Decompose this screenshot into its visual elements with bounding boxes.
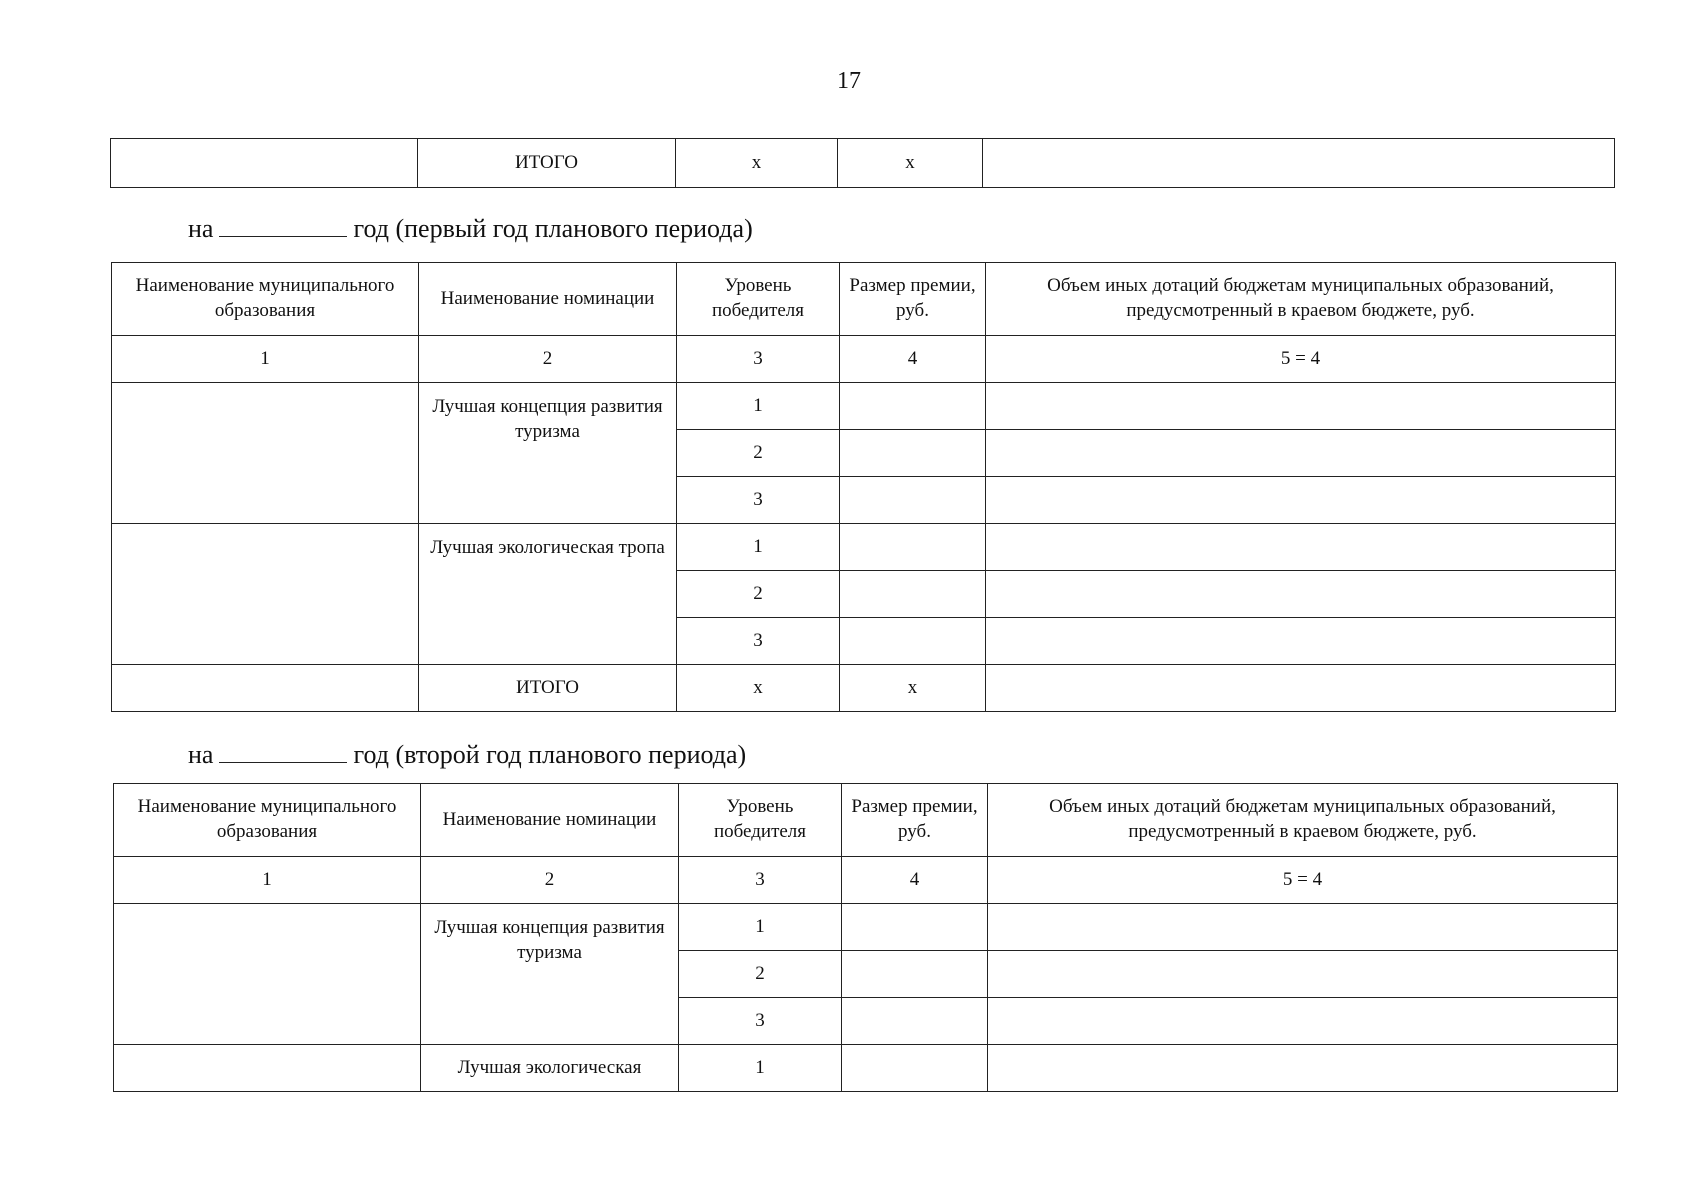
table-cell: 1 — [677, 383, 840, 430]
table-cell: 4 — [840, 336, 986, 383]
first-planning-year-table — [111, 262, 1616, 712]
table-cell — [986, 571, 1616, 618]
second-planning-year-table — [113, 783, 1618, 1092]
table-cell: 1 — [112, 336, 419, 383]
continued-table-total — [110, 138, 1615, 188]
table-cell — [112, 524, 419, 665]
table-cell — [986, 477, 1616, 524]
table-cell — [840, 383, 986, 430]
section-heading-second-year — [188, 740, 746, 770]
table-cell — [112, 383, 419, 524]
heading-prefix: на — [188, 214, 214, 243]
table-cell — [988, 904, 1618, 951]
table-cell: х — [838, 139, 983, 188]
table-cell: 5 = 4 — [986, 336, 1616, 383]
table-cell — [842, 904, 988, 951]
year-blank-line — [219, 214, 347, 237]
table-cell — [988, 1045, 1618, 1092]
year-blank-line — [219, 740, 347, 763]
section-heading-first-year — [188, 214, 753, 244]
table-cell: 3 — [679, 998, 842, 1045]
nomination-cell: Лучшая экологическая тропа — [419, 524, 677, 665]
table-cell: 3 — [677, 477, 840, 524]
table-cell — [986, 665, 1616, 712]
table-row — [114, 1045, 1618, 1092]
heading-suffix: год (первый год планового периода) — [353, 214, 753, 243]
table-header-row — [112, 263, 1616, 336]
header-winner-level: Уровень победителя — [677, 263, 840, 336]
table-cell: 2 — [419, 336, 677, 383]
table-cell — [842, 1045, 988, 1092]
table-cell — [840, 524, 986, 571]
table-cell — [842, 998, 988, 1045]
table-cell: х — [677, 665, 840, 712]
table-cell: 2 — [677, 571, 840, 618]
page-number: 17 — [837, 68, 861, 94]
nomination-cell: Лучшая концепция развития туризма — [421, 904, 679, 1045]
header-subsidy-volume: Объем иных дотаций бюджетам муниципальных образований, предусмотренный в краевом бюджете, руб. — [986, 263, 1616, 336]
table-header-row — [114, 784, 1618, 857]
table-row — [114, 904, 1618, 951]
table-cell — [114, 1045, 421, 1092]
table-cell: х — [676, 139, 838, 188]
table-cell: 2 — [421, 857, 679, 904]
table-cell — [986, 524, 1616, 571]
heading-suffix: год (второй год планового периода) — [353, 740, 747, 769]
table-cell — [112, 665, 419, 712]
heading-prefix: на — [188, 740, 214, 769]
column-numbers-row — [114, 857, 1618, 904]
table-cell: 1 — [677, 524, 840, 571]
nomination-cell: Лучшая концепция развития туризма — [419, 383, 677, 524]
table-cell — [840, 618, 986, 665]
header-subsidy-volume: Объем иных дотаций бюджетам муниципальных образований, предусмотренный в краевом бюджете, руб. — [988, 784, 1618, 857]
header-municipality: Наименование муниципального образования — [114, 784, 421, 857]
table-row — [112, 383, 1616, 430]
table-cell: 5 = 4 — [988, 857, 1618, 904]
table-cell — [840, 571, 986, 618]
table-cell — [986, 618, 1616, 665]
table-cell: 2 — [679, 951, 842, 998]
column-numbers-row — [112, 336, 1616, 383]
table-cell — [111, 139, 418, 188]
table-cell: х — [840, 665, 986, 712]
table-cell: 3 — [677, 618, 840, 665]
table-cell — [986, 430, 1616, 477]
table-cell: 1 — [679, 1045, 842, 1092]
table-row — [111, 139, 1615, 188]
nomination-cell: Лучшая экологическая — [421, 1045, 679, 1092]
total-label: ИТОГО — [419, 665, 677, 712]
table-cell: 3 — [679, 857, 842, 904]
table-cell — [988, 998, 1618, 1045]
header-nomination: Наименование номинации — [421, 784, 679, 857]
table-cell — [983, 139, 1615, 188]
header-prize-size: Размер премии, руб. — [842, 784, 988, 857]
header-nomination: Наименование номинации — [419, 263, 677, 336]
table-row-total — [112, 665, 1616, 712]
table-cell: 4 — [842, 857, 988, 904]
total-label: ИТОГО — [418, 139, 676, 188]
table-cell — [986, 383, 1616, 430]
header-winner-level: Уровень победителя — [679, 784, 842, 857]
table-cell: 1 — [679, 904, 842, 951]
table-cell — [988, 951, 1618, 998]
header-municipality: Наименование муниципального образования — [112, 263, 419, 336]
table-cell — [840, 477, 986, 524]
header-prize-size: Размер премии, руб. — [840, 263, 986, 336]
table-cell — [114, 904, 421, 1045]
table-cell — [842, 951, 988, 998]
table-cell: 2 — [677, 430, 840, 477]
table-row — [112, 524, 1616, 571]
table-cell — [840, 430, 986, 477]
table-cell: 3 — [677, 336, 840, 383]
table-cell: 1 — [114, 857, 421, 904]
